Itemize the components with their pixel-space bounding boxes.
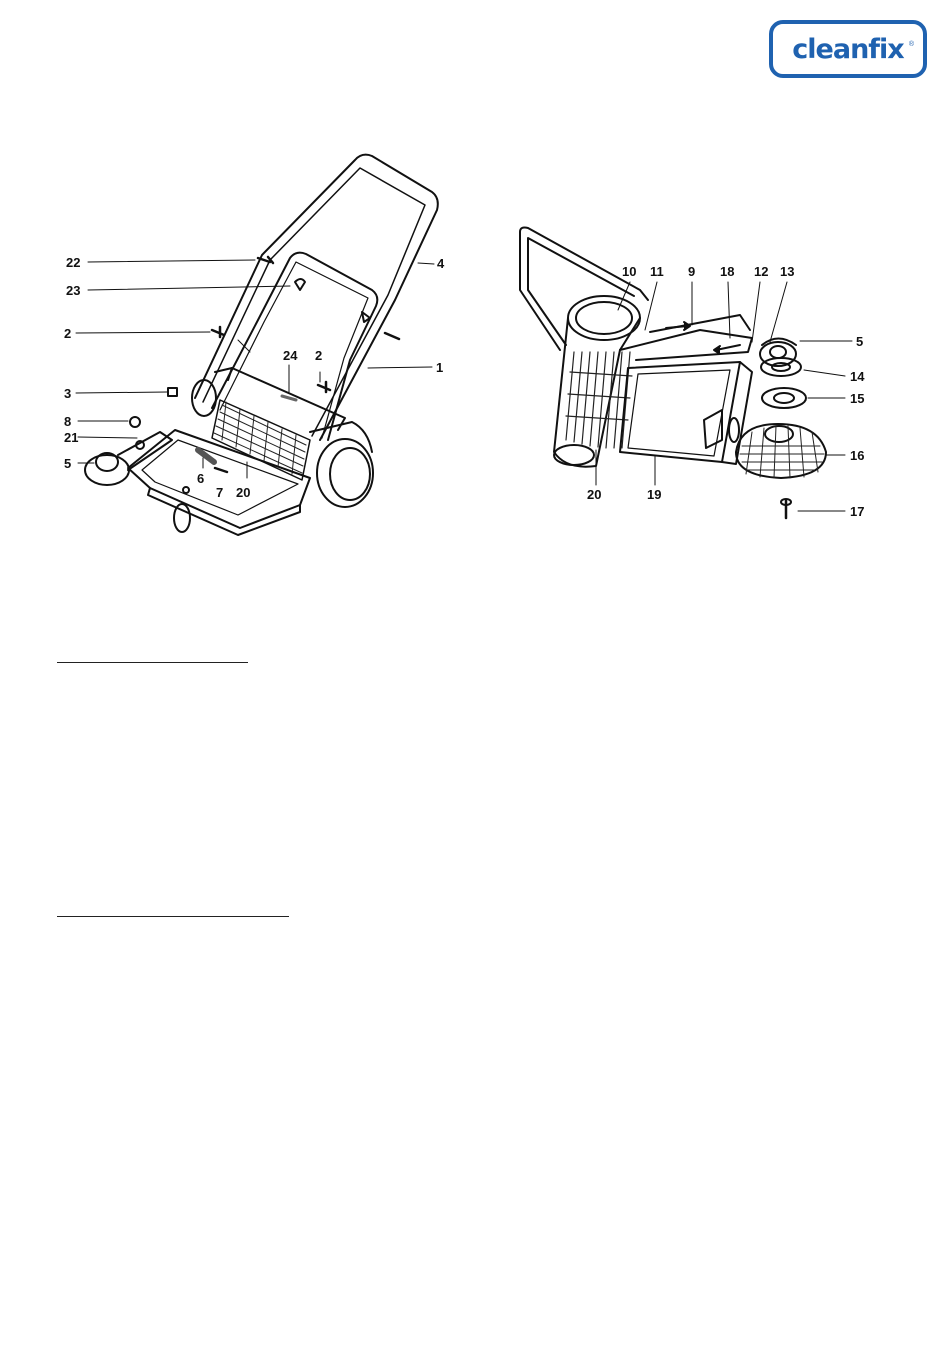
callout-left: 7 [216, 485, 224, 500]
section-rule [57, 662, 248, 663]
callout-left: 4 [437, 256, 445, 271]
callout-right: 13 [780, 264, 795, 279]
logo-registered-mark: ® [908, 41, 914, 48]
callout-right: 11 [650, 264, 664, 279]
callout-right: 16 [850, 448, 865, 463]
callout-right: 17 [850, 504, 865, 519]
callout-right: 12 [754, 264, 769, 279]
callout-right: 15 [850, 391, 865, 406]
callout-right: 19 [647, 487, 662, 502]
callout-right: 20 [587, 487, 602, 502]
callout-left: 3 [64, 386, 72, 401]
callout-right: 14 [850, 369, 865, 384]
callout-left: 23 [66, 283, 81, 298]
callout-left: 24 [283, 348, 298, 363]
callout-left: 21 [64, 430, 79, 445]
callout-left: 20 [236, 485, 251, 500]
callout-right: 10 [622, 264, 637, 279]
callout-right: 9 [688, 264, 696, 279]
logo-wordmark: cleanfix [792, 33, 904, 65]
callout-left: 2 [315, 348, 323, 363]
callout-left: 6 [197, 471, 205, 486]
left-sweeper-illustration [85, 155, 438, 535]
callout-left: 22 [66, 255, 81, 270]
callout-left: 2 [64, 326, 72, 341]
callout-left: 1 [436, 360, 444, 375]
section-rule [57, 916, 289, 917]
callout-left: 8 [64, 414, 72, 429]
callout-left: 5 [64, 456, 72, 471]
callout-right: 18 [720, 264, 735, 279]
callout-right: 5 [856, 334, 864, 349]
